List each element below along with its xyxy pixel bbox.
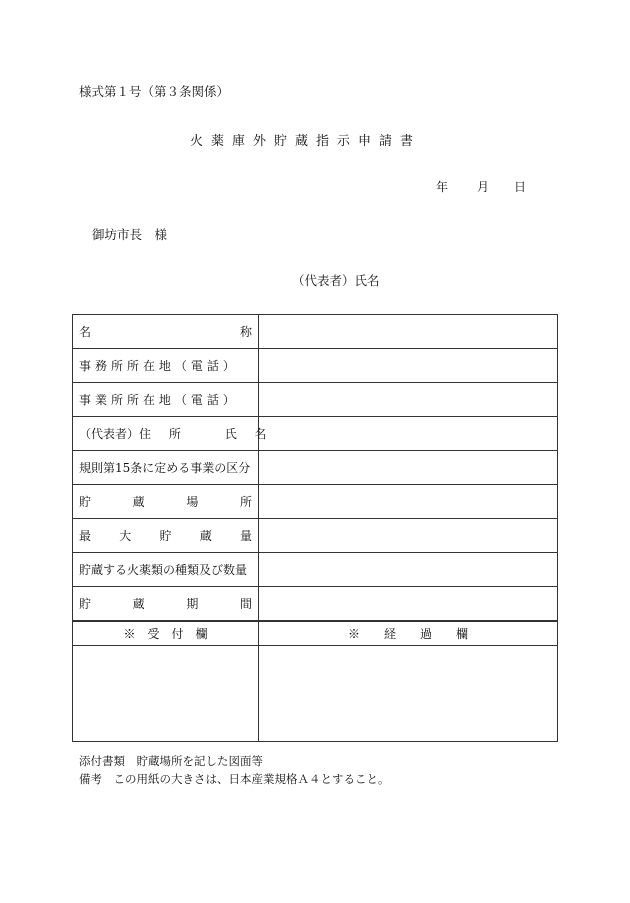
label-part: 所 [168,427,181,441]
label-part: 大 [119,529,132,543]
label-part: ） [222,359,235,373]
row-max-storage [73,519,558,553]
label-part: （ [174,393,187,407]
date-month-label: 月 [477,180,490,194]
field-explosive-types[interactable] [259,553,558,587]
label-representative [73,417,267,451]
label-part: 電 [190,393,203,407]
label-business-category: 規則第15条に定める事業の区分 [73,451,259,485]
field-office-address[interactable] [259,349,558,383]
field-name[interactable] [259,315,558,349]
office-use-blank-row [73,646,558,742]
form-number: 様式第１号（第３条関係） [79,84,230,99]
label-part: 話 [206,393,219,407]
field-business-address[interactable] [259,383,558,417]
label-part: 所 [126,359,139,373]
label-storage-period [73,587,259,621]
label-part: （代表者）住 [79,427,152,441]
application-form-table [72,314,558,742]
label-part: 量 [239,529,252,543]
label-part: ） [222,393,235,407]
label-business-address [73,383,259,417]
progress-field[interactable] [259,646,558,742]
progress-column-header: ※ 経 過 欄 [259,621,558,646]
label-part: （ [174,359,187,373]
label-part: 期 [186,596,199,611]
label-part: 地 [158,359,171,373]
field-storage-location[interactable] [259,485,558,519]
row-representative [73,417,558,451]
label-name [73,315,259,349]
label-max-storage [73,519,259,553]
label-explosive-types: 貯蔵する火薬類の種類及び数量 [73,553,259,587]
label-part: 地 [158,393,171,407]
row-name [73,315,558,349]
label-part: 蔵 [199,529,212,543]
office-use-header-row [73,621,558,646]
attachments-note: 添付書類 貯蔵場所を記した図面等 [79,754,263,768]
reception-column-header: ※ 受 付 欄 [73,621,259,646]
row-office-address [73,349,558,383]
row-storage-location [73,485,558,519]
addressee: 御坊市長 様 [92,227,168,242]
label-office-address [73,349,259,383]
field-representative[interactable] [259,417,558,451]
label-part: 在 [142,393,155,407]
date-year-label: 年 [436,180,449,194]
field-storage-period[interactable] [259,587,558,621]
label-part: 場 [186,495,199,509]
label-part: 務 [94,359,107,373]
date-day-label: 日 [514,180,527,194]
label-part: 所 [239,495,252,509]
label-part: 業 [94,393,107,407]
form-title: 火薬庫外貯蔵指示申請書 [190,134,422,149]
label-part: 事 [79,359,92,373]
label-part: 貯 [159,529,172,543]
row-explosive-types [73,553,558,587]
remarks-note: 備考 この用紙の大きさは、日本産業規格Ａ４とすること。 [79,772,390,786]
label-part: 蔵 [132,495,145,509]
label-part: 貯 [79,495,92,509]
label-part: 在 [142,359,155,373]
label-storage-location [73,485,259,519]
label-part: 名 [79,325,92,339]
label-part: 事 [79,393,92,407]
field-max-storage[interactable] [259,519,558,553]
label-part: 所 [110,393,123,407]
label-part: 話 [206,359,219,373]
label-part: 最 [79,529,92,543]
row-business-address [73,383,558,417]
label-part: 間 [239,596,252,611]
label-part: 所 [110,359,123,373]
row-business-category [73,451,558,485]
field-business-category[interactable] [259,451,558,485]
label-part: 名 [254,427,267,441]
reception-field[interactable] [73,646,259,742]
label-part: 称 [239,325,252,339]
label-part: 氏 [224,427,237,441]
applicant-name-label: （代表者）氏名 [292,273,380,288]
label-part: 電 [190,359,203,373]
label-part: 所 [126,393,139,407]
label-part: 蔵 [132,596,145,611]
label-part: 貯 [79,596,92,611]
row-storage-period [73,587,558,621]
